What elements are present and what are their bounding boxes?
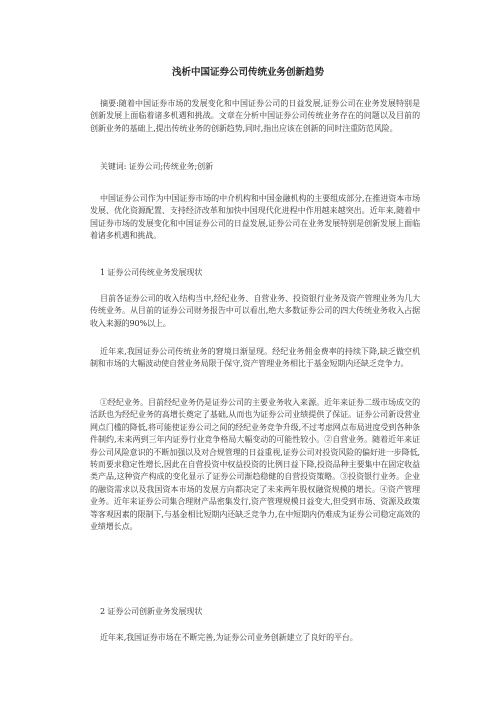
keywords-line: 关键词: 证券公司;传统业务;创新 xyxy=(100,162,213,171)
section-2-paragraph-1: 近年来,我国证券市场在不断完善,为证券公司业务创新建立了良好的平台。 xyxy=(100,633,358,642)
section-2-heading: 2 证券公司创新业务发展现状 xyxy=(100,607,203,616)
section-1-paragraph-3: ①经纪业务。目前经纪业务仍是证券公司的主要业务收入来源。近年来证券二级市场成交的活跃也为经纪业务的高增长奠定了基础,从而也为证券公司业绩提供了保证。证券公司新设营业网点门槛的降低,将可能使证券公司之间的经纪业务竞争升级,不过考虑网点布局进度受到各种条件制约,未来两到三年内证券行业竞争格局大幅变动的可能性较小。②自营业务。随着近年来证券公司风险意识的不断加强以及对合规管理的日益重视,证券公司对投资风险的偏好进一步降低,转而要求稳定性增长,因此在自营投资中权益投资的比例日益下降,投资品种主要集中在固定收益类产品,这种资产构成的变化显示了证券公司渐趋稳健的自营投资策略。③投资银行业务。企业的融资需求以及我国资本市场的发展方向都决定了未来两年股权融资规模的增长。④资产管理业务。近年来证券公司集合理财产品密集发行,资产管理规模日益变大,但受到市场、资源及政策等客观因素的限制下,与基金相比短期内还缺乏竞争力,在中短期内仍难成为证券公司稳定高效的业绩增长点。 xyxy=(90,398,420,532)
abstract-paragraph: 摘要:随着中国证券市场的发展变化和中国证券公司的日益发展,证券公司在业务发展特别是创新发展上面临着诸多机遇和挑战。文章在分析中国证券公司传统业务存在的问题以及目前的创新业务的基础上,提出传统业务的创新趋势,同时,指出应该在创新的同时注重防范风险。 xyxy=(90,99,420,133)
section-1-heading: 1 证券公司传统业务发展现状 xyxy=(100,268,203,277)
intro-paragraph: 中国证券公司作为中国证券市场的中介机构和中国金融机构的主要组成部分,在推进资本市场发展、优化资源配置、支持经济改革和加快中国现代化进程中作用越来越突出。近年来,随着中国证券市场的发展变化和中国证券公司的日益发展,证券公司在业务发展特别是创新发展上面临着诸多机遇和挑战。 xyxy=(90,194,420,241)
section-1-paragraph-2: 近年来,我国证券公司传统业务的窘境日渐显现。经纪业务佣金费率的持续下降,缺乏做空机制和市场的大幅波动使自营业务局限于保守,资产管理业务相比于基金短期内还缺乏竞争力。 xyxy=(90,347,420,369)
document-title: 浅析中国证券公司传统业务创新趋势 xyxy=(171,67,324,78)
section-1-paragraph-1: 目前各证券公司的收入结构当中,经纪业务、自营业务、投资银行业务及资产管理业务为几大传统业务。从目前的证券公司财务报告中可以看出,绝大多数证券公司的四大传统业务收入占据收入来源的90%以上。 xyxy=(90,294,420,328)
